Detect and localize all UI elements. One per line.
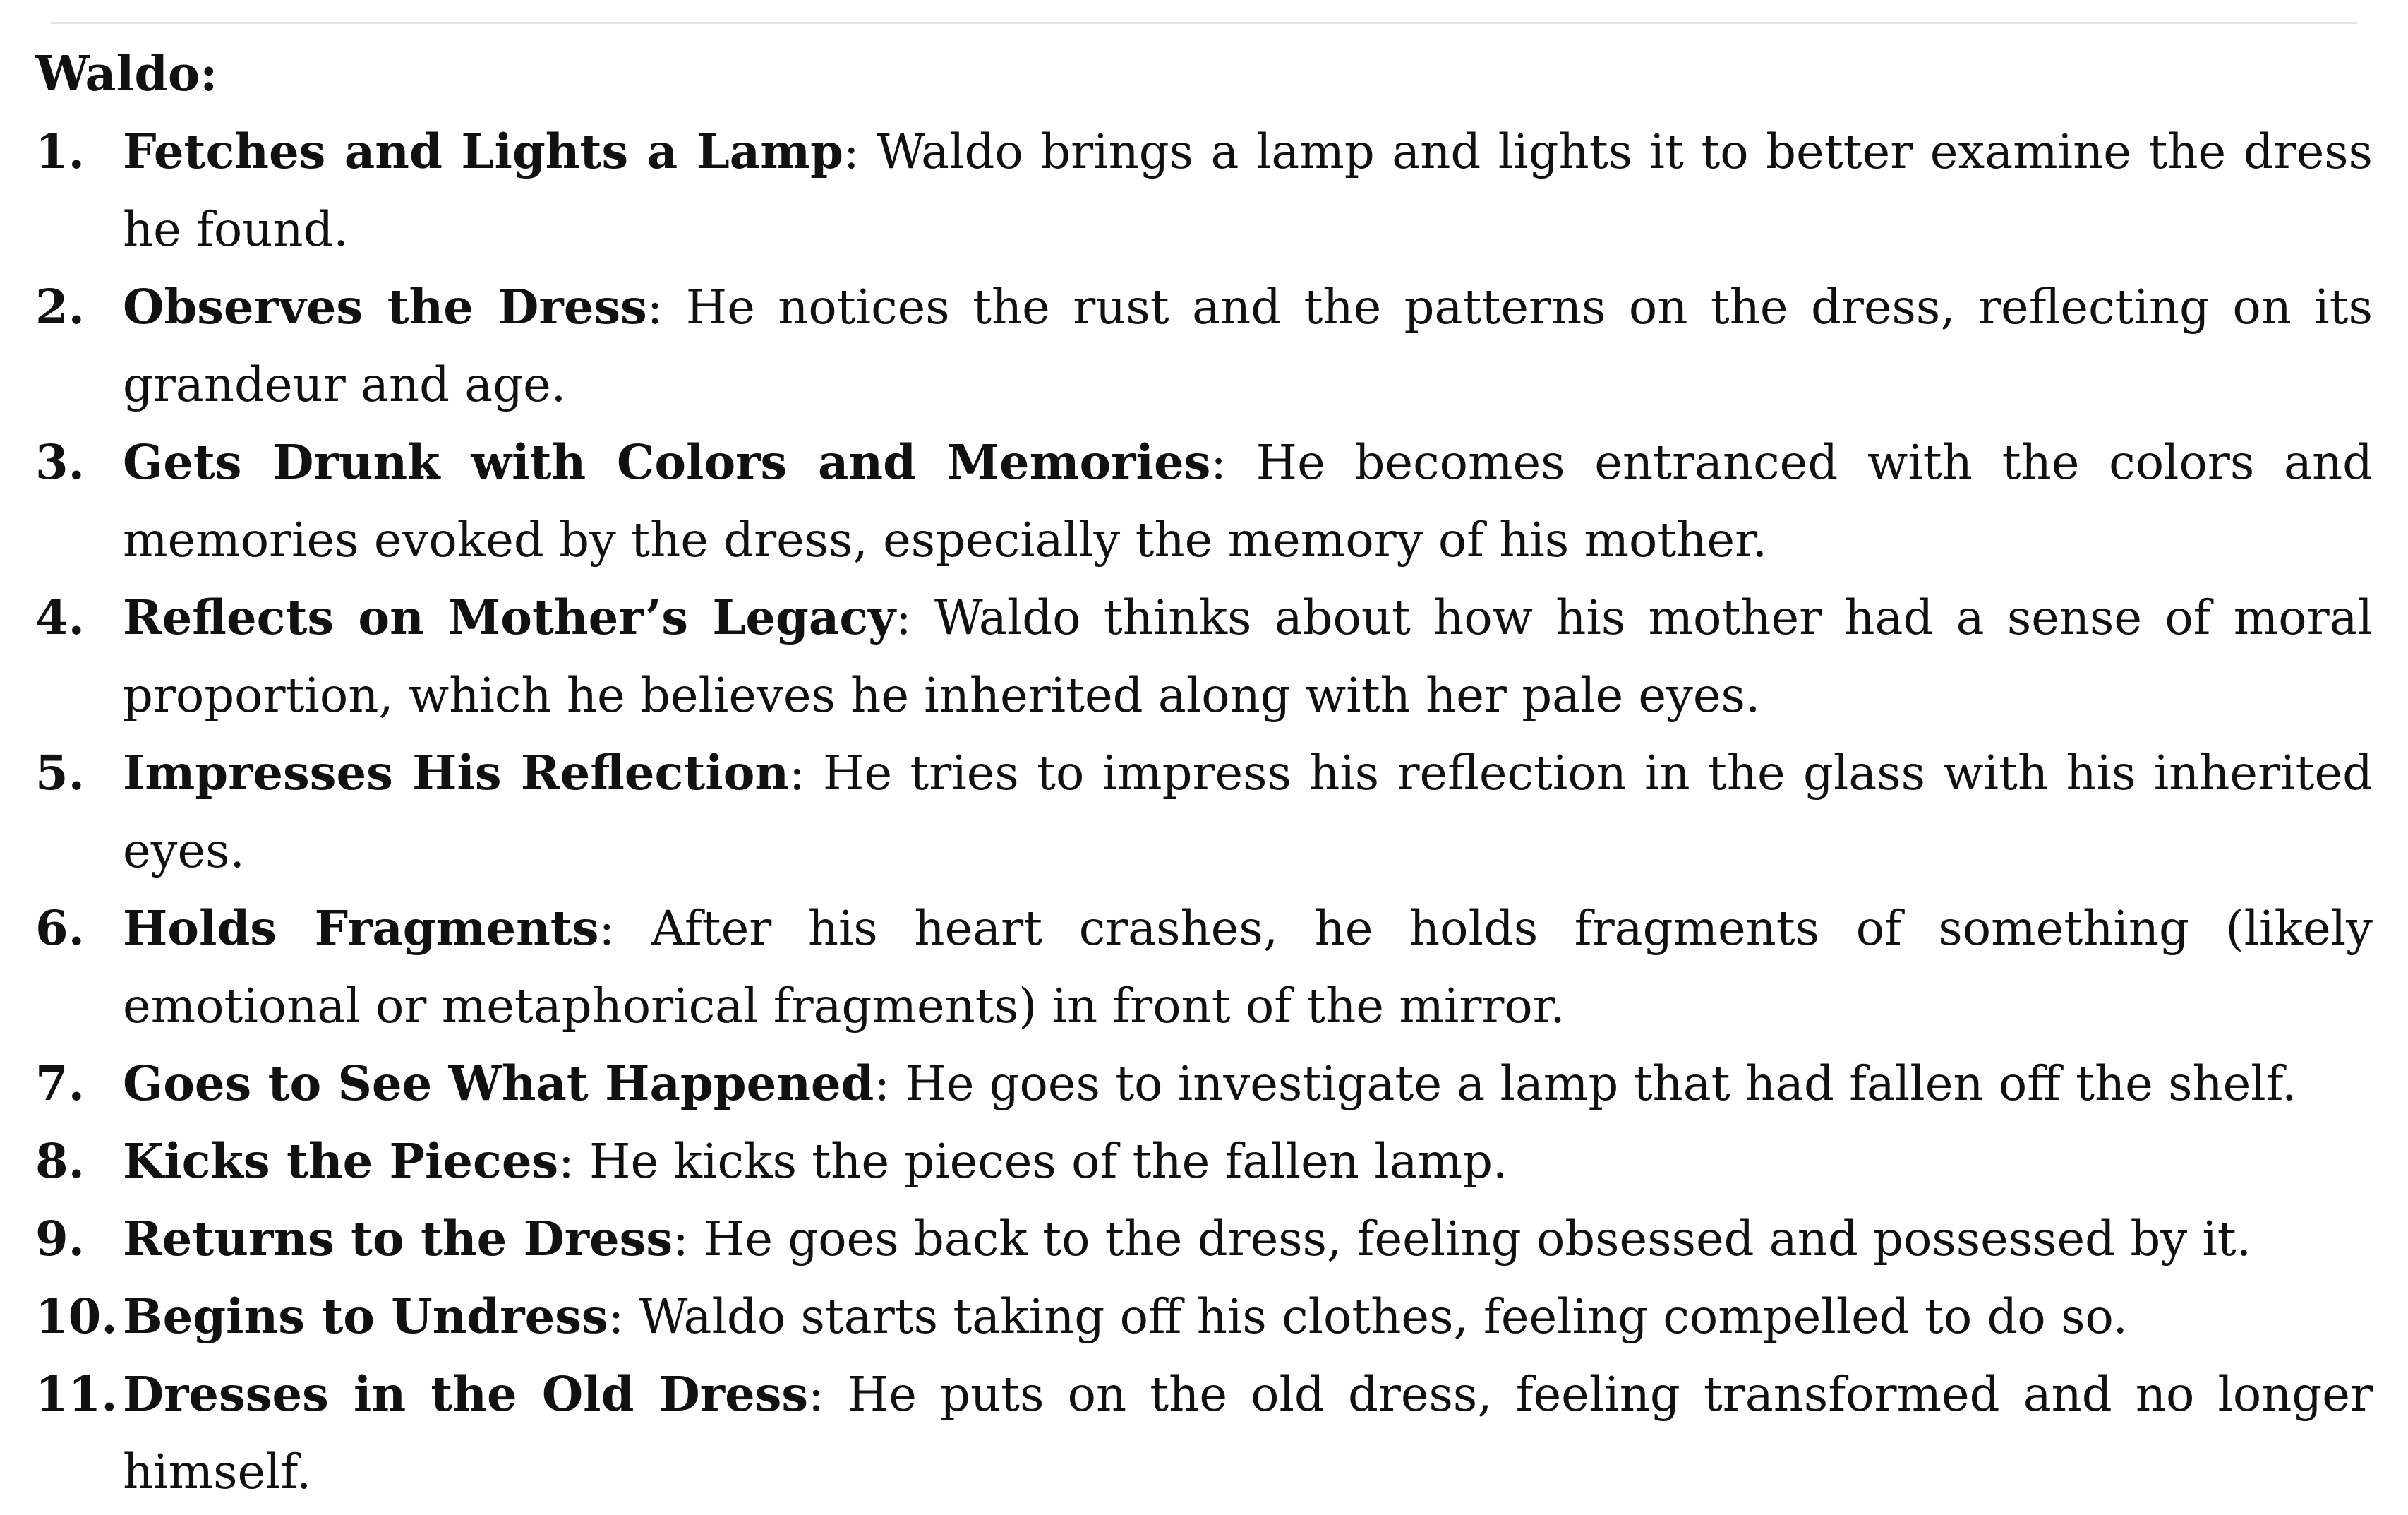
document-body [35,35,2373,1511]
list-item [35,1122,2373,1200]
list-number: 10. [35,1288,118,1344]
item-description: He becomes entranced with the colors and memories evoked by the dress, especially the memory of his mother. [123,435,2373,568]
list-item [35,1045,2373,1122]
list-item-text [123,424,2373,579]
item-separator: : [874,1056,905,1111]
list-item-text [123,1355,2373,1511]
item-description: He goes to investigate a lamp that had fallen off the shelf. [905,1056,2297,1111]
item-term: Begins to Undress [123,1288,608,1344]
list-number: 11. [35,1366,118,1422]
list-item-text [123,1045,2373,1122]
item-term: Reflects on Mother’s Legacy [123,589,896,645]
item-separator: : [646,280,686,335]
list-number: 3. [35,434,85,490]
item-separator: : [789,745,824,801]
item-description: He goes back to the dress, feeling obsessed and possessed by it. [703,1211,2252,1267]
item-term: Goes to See What Happened [123,1055,874,1111]
item-description: Waldo thinks about how his mother had a sense of moral proportion, which he believes he inherited along with her pale eyes. [123,590,2373,723]
item-separator: : [1210,435,1256,490]
item-separator: : [558,1134,590,1189]
list-item [35,1200,2373,1278]
item-separator: : [598,901,651,956]
list-number: 2. [35,279,85,335]
item-description: He tries to impress his reflection in the glass with his inherited eyes. [123,745,2373,878]
list-item [35,734,2373,890]
list-number: 9. [35,1211,85,1267]
list-item-text [123,1200,2373,1278]
list-number: 1. [35,124,85,179]
list-item-text [123,579,2373,734]
item-description: He puts on the old dress, feeling transformed and no longer himself. [123,1367,2373,1499]
list-item [35,890,2373,1045]
item-term: Holds Fragments [123,900,599,956]
item-term: Returns to the Dress [123,1211,673,1267]
list-item-text [123,890,2373,1045]
item-separator: : [673,1211,704,1267]
list-number: 6. [35,900,85,956]
list-item-text [123,734,2373,890]
list-item [35,424,2373,579]
item-term: Impresses His Reflection [123,745,790,801]
list-item-text [123,268,2373,424]
item-separator: : [808,1367,848,1422]
section-heading: Waldo: [35,46,218,102]
list-item [35,113,2373,268]
item-term: Kicks the Pieces [123,1133,559,1189]
item-term: Dresses in the Old Dress [123,1366,809,1422]
list-number: 7. [35,1055,85,1111]
item-description: After his heart crashes, he holds fragments of something (likely emotional or metaphorical fragments) in front of the mirror. [123,901,2373,1034]
list-item-text [123,1122,2373,1200]
top-divider [51,22,2357,24]
list-number: 5. [35,745,85,801]
list-item [35,268,2373,424]
item-separator: : [843,124,877,179]
list-item [35,1355,2373,1511]
item-term: Observes the Dress [123,279,647,335]
list-number: 8. [35,1133,85,1189]
list-item-text [123,113,2373,268]
item-separator: : [608,1289,639,1344]
list-item-text [123,1278,2373,1355]
item-description: Waldo brings a lamp and lights it to better examine the dress he found. [123,124,2373,257]
list-item [35,1278,2373,1355]
item-term: Fetches and Lights a Lamp [123,124,843,179]
item-description: Waldo starts taking off his clothes, feeling compelled to do so. [639,1289,2128,1344]
item-description: He notices the rust and the patterns on the dress, reflecting on its grandeur and age. [123,280,2373,412]
list-number: 4. [35,589,85,645]
item-term: Gets Drunk with Colors and Memories [123,434,1211,490]
list-item [35,579,2373,734]
action-list [35,113,2373,1511]
item-separator: : [896,590,934,645]
item-description: He kicks the pieces of the fallen lamp. [589,1134,1508,1189]
